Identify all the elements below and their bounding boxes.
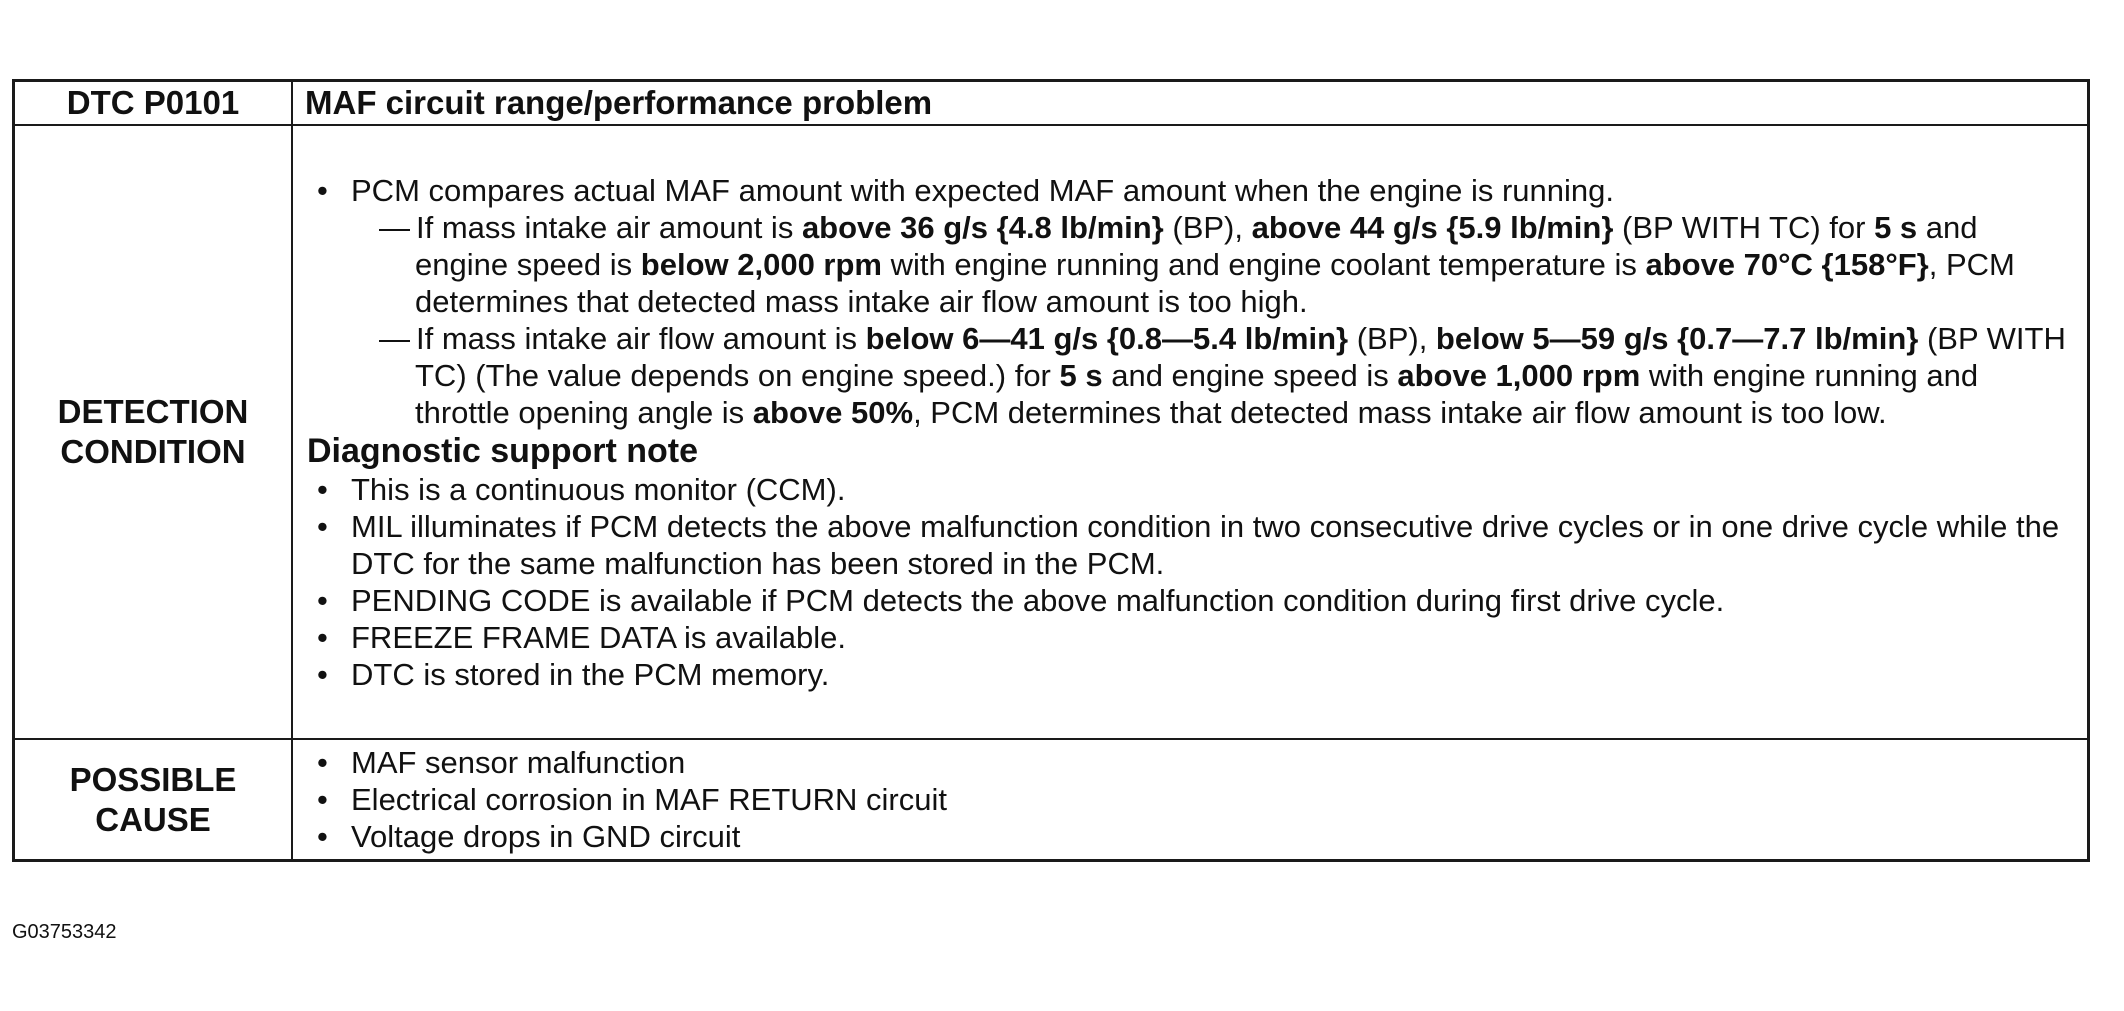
- detection-high-condition: [305, 209, 2071, 320]
- note-text: This is a continuous monitor (CCM).: [351, 471, 846, 507]
- dash-glyph: —: [379, 209, 410, 245]
- detection-main-bullet: [305, 172, 2071, 209]
- cause-item: [305, 818, 2071, 855]
- text-segment: , PCM determines that detected mass intake air flow amount is too high.: [415, 246, 2015, 319]
- note-text: PENDING CODE is available if PCM detects the above malfunction condition during first drive cycle.: [351, 582, 1725, 618]
- bullet-glyph: •: [317, 508, 328, 544]
- figure-code: G03753342: [12, 921, 117, 943]
- bold-value: below 2,000 rpm: [640, 246, 882, 282]
- text-segment: with engine running and throttle opening angle is: [415, 357, 1979, 430]
- bullet-glyph: •: [317, 782, 328, 817]
- text-segment: If mass intake air amount is: [416, 209, 802, 245]
- bullet-glyph: •: [317, 582, 328, 618]
- text-segment: , PCM determines that detected mass intake air flow amount is too low.: [913, 394, 1887, 430]
- text-segment: and engine speed is: [1102, 357, 1398, 393]
- note-item: [305, 508, 2071, 582]
- detection-label-cell: [14, 125, 293, 739]
- text-segment: If mass intake air flow amount is: [416, 320, 866, 356]
- bullet-glyph: •: [317, 619, 328, 655]
- text-segment: (BP WITH TC) for: [1613, 209, 1875, 245]
- dtc-code-cell: [14, 81, 293, 126]
- cause-label-cell: [14, 739, 293, 861]
- note-item: [305, 619, 2071, 656]
- text-segment: (BP),: [1163, 209, 1252, 245]
- detection-low-condition: [305, 320, 2071, 431]
- bold-value: below 5—59 g/s {0.7—7.7 lb/min}: [1435, 320, 1919, 356]
- dtc-code: DTC P0101: [66, 84, 240, 121]
- dtc-title: MAF circuit range/performance problem: [305, 84, 933, 121]
- detection-label-line2: CONDITION: [60, 433, 246, 470]
- header-row: [14, 81, 2089, 126]
- bullet-glyph: •: [317, 745, 328, 780]
- cause-content: [305, 740, 2071, 859]
- dash-glyph: —: [379, 320, 410, 356]
- bullet-glyph: •: [317, 471, 328, 507]
- note-text: MIL illuminates if PCM detects the above malfunction condition in two consecutive drive cycles or in one drive cycle while the DTC for the same malfunction has been stored in the PCM.: [351, 508, 2060, 581]
- text-segment: (BP WITH TC) (The value depends on engine speed.) for: [415, 320, 2066, 393]
- cause-row: [14, 739, 2089, 861]
- diagnostic-note-title: Diagnostic support note: [307, 431, 698, 470]
- dtc-title-cell: [292, 81, 2089, 126]
- cause-content-cell: [292, 739, 2089, 861]
- bold-value: 5 s: [1874, 209, 1918, 245]
- dtc-table: [12, 79, 2090, 862]
- bullet-glyph: •: [317, 172, 328, 208]
- bullet-glyph: •: [317, 819, 328, 854]
- bold-value: above 1,000 rpm: [1397, 357, 1641, 393]
- note-text: FREEZE FRAME DATA is available.: [351, 619, 846, 655]
- note-item: [305, 471, 2071, 508]
- bold-value: above 44 g/s {5.9 lb/min}: [1251, 209, 1614, 245]
- cause-text: Voltage drops in GND circuit: [351, 819, 741, 854]
- detection-content: [305, 168, 2071, 697]
- cause-label-line1: POSSIBLE: [69, 760, 237, 798]
- cause-label-line2: CAUSE: [95, 800, 211, 838]
- cause-item: [305, 744, 2071, 781]
- note-item: [305, 656, 2071, 693]
- bullet-glyph: •: [317, 656, 328, 692]
- bold-value: above 36 g/s {4.8 lb/min}: [801, 209, 1164, 245]
- text-segment: and engine speed is: [415, 209, 1978, 282]
- bold-value: below 6—41 g/s {0.8—5.4 lb/min}: [865, 320, 1349, 356]
- detection-content-cell: [292, 125, 2089, 739]
- bold-value: 5 s: [1059, 357, 1103, 393]
- note-text: DTC is stored in the PCM memory.: [351, 656, 830, 692]
- note-item: [305, 582, 2071, 619]
- detection-label-line1: DETECTION: [57, 393, 249, 430]
- cause-text: MAF sensor malfunction: [351, 745, 686, 780]
- cause-item: [305, 781, 2071, 818]
- text-segment: with engine running and engine coolant temperature is: [882, 246, 1646, 282]
- bold-value: above 50%: [752, 394, 914, 430]
- text-segment: (BP),: [1348, 320, 1436, 356]
- bold-value: above 70°C {158°F}: [1645, 246, 1929, 282]
- detection-row: [14, 125, 2089, 739]
- cause-text: Electrical corrosion in MAF RETURN circuit: [351, 782, 947, 817]
- detection-main-text: PCM compares actual MAF amount with expected MAF amount when the engine is running.: [351, 172, 1615, 208]
